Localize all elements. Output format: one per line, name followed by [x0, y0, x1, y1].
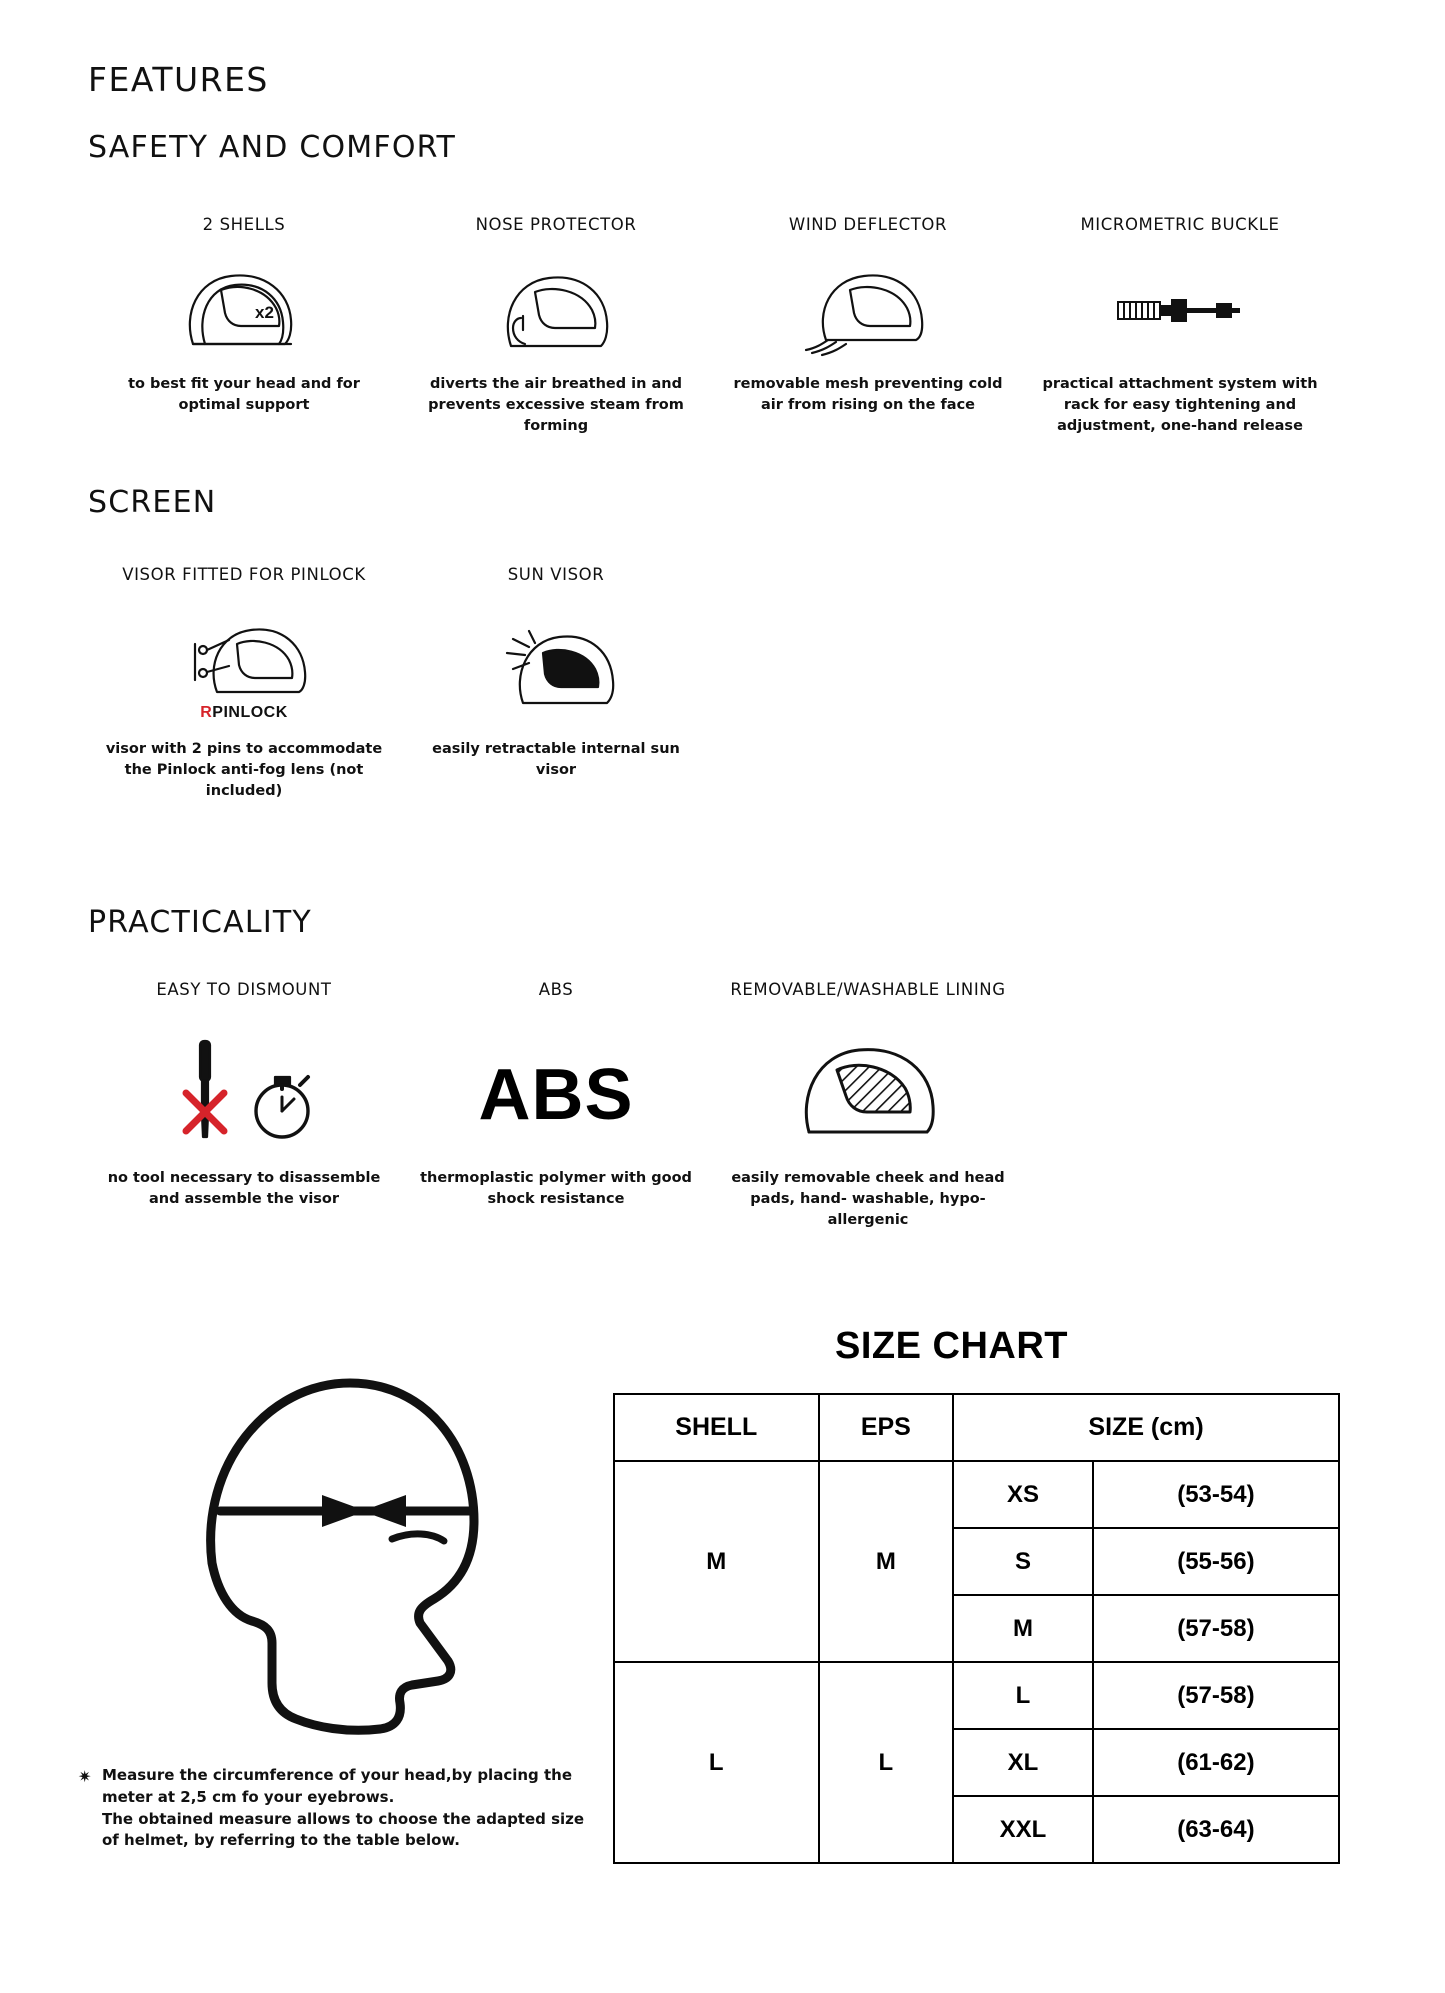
feature-title: EASY TO DISMOUNT	[156, 980, 332, 999]
measure-line-1: Measure the circumference of your head,by placing the	[102, 1766, 573, 1784]
pinlock-accent-letter: R	[200, 704, 213, 721]
cell-size: XL	[953, 1729, 1093, 1796]
size-chart-title: SIZE CHART	[835, 1325, 1068, 1367]
helmet-nose-protector-icon	[410, 261, 702, 366]
feature-description: removable mesh preventing cold air from rising on the face	[733, 376, 1003, 414]
feature-wind-deflector	[712, 215, 1024, 437]
feature-nose-protector	[400, 215, 712, 437]
table-row	[614, 1461, 1339, 1528]
feature-grid-practicality	[88, 980, 1024, 1231]
cell-shell-m: M	[614, 1461, 819, 1662]
table-row	[614, 1662, 1339, 1729]
cell-size: XXL	[953, 1796, 1093, 1863]
helmet-wind-deflector-icon	[722, 261, 1014, 366]
feature-two-shells	[88, 215, 400, 437]
table-header-row	[614, 1394, 1339, 1461]
abs-material-text-icon	[410, 1030, 702, 1160]
header-shell: SHELL	[614, 1394, 819, 1461]
helmet-two-shells-icon	[98, 261, 390, 366]
measurement-instructions	[80, 1765, 600, 1852]
feature-description: practical attachment system with rack for easy tightening and adjustment, one-hand release	[1042, 376, 1318, 435]
size-chart-table	[613, 1393, 1340, 1864]
cell-size: L	[953, 1662, 1093, 1729]
feature-description: thermoplastic polymer with good shock resistance	[420, 1170, 692, 1208]
feature-description: easily retractable internal sun visor	[432, 741, 680, 779]
feature-description: visor with 2 pins to accommodate the Pinlock anti-fog lens (not included)	[105, 741, 383, 800]
measure-line-2: meter at 2,5 cm fo your eyebrows.	[102, 1787, 395, 1806]
feature-easy-to-dismount	[88, 980, 400, 1231]
screwdriver-no-tool-stopwatch-icon	[98, 1030, 390, 1160]
feature-description: easily removable cheek and head pads, hand- washable, hypo-allergenic	[731, 1170, 1005, 1229]
feature-abs	[400, 980, 712, 1231]
helmet-removable-lining-icon	[722, 1030, 1014, 1160]
feature-description: no tool necessary to disassemble and assemble the visor	[107, 1170, 381, 1208]
cell-size: XS	[953, 1461, 1093, 1528]
feature-title: WIND DEFLECTOR	[788, 215, 948, 234]
abs-art-text: ABS	[478, 1055, 634, 1135]
cell-size: S	[953, 1528, 1093, 1595]
feature-micrometric-buckle	[1024, 215, 1336, 437]
feature-description: to best fit your head and for optimal support	[128, 376, 360, 414]
feature-title: VISOR FITTED FOR PINLOCK	[122, 565, 366, 584]
cell-cm: (57-58)	[1093, 1595, 1339, 1662]
feature-pinlock-visor	[88, 565, 400, 802]
feature-grid-screen	[88, 565, 712, 802]
measure-line-3: The obtained measure allows to choose the adapted size	[102, 1809, 585, 1828]
measure-line-4: of helmet, by referring to the table below.	[102, 1831, 460, 1850]
head-measurement-diagram	[140, 1325, 540, 1749]
cell-cm: (57-58)	[1093, 1662, 1339, 1729]
cell-cm: (55-56)	[1093, 1528, 1339, 1595]
header-size: SIZE (cm)	[953, 1394, 1339, 1461]
cell-cm: (63-64)	[1093, 1796, 1339, 1863]
asterisk-icon: ✷	[78, 1767, 92, 1786]
cell-shell-l: L	[614, 1662, 819, 1863]
feature-description: diverts the air breathed in and prevents excessive steam from forming	[428, 376, 684, 435]
helmet-pinlock-visor-icon	[98, 611, 390, 731]
feature-title: SUN VISOR	[507, 565, 605, 584]
feature-title: ABS	[538, 980, 574, 999]
cell-cm: (53-54)	[1093, 1461, 1339, 1528]
cell-size: M	[953, 1595, 1093, 1662]
header-eps: EPS	[819, 1394, 954, 1461]
feature-title: MICROMETRIC BUCKLE	[1080, 215, 1280, 234]
pinlock-brand-mark	[200, 704, 288, 722]
cell-eps-l: L	[819, 1662, 954, 1863]
page-title: FEATURES	[88, 60, 269, 99]
pinlock-brand-text: PINLOCK	[212, 704, 288, 721]
svg-text:x2: x2	[255, 303, 274, 322]
feature-title: NOSE PROTECTOR	[475, 215, 637, 234]
cell-eps-m: M	[819, 1461, 954, 1662]
section-heading-practicality: PRACTICALITY	[88, 905, 312, 940]
feature-removable-lining	[712, 980, 1024, 1231]
micrometric-buckle-icon	[1034, 261, 1326, 366]
section-heading-screen: SCREEN	[88, 485, 217, 520]
feature-title: 2 SHELLS	[202, 215, 286, 234]
feature-title: REMOVABLE/WASHABLE LINING	[730, 980, 1006, 999]
feature-grid-safety	[88, 215, 1336, 437]
feature-sun-visor	[400, 565, 712, 802]
section-heading-safety: SAFETY AND COMFORT	[88, 130, 457, 165]
cell-cm: (61-62)	[1093, 1729, 1339, 1796]
helmet-sun-visor-icon	[410, 611, 702, 731]
